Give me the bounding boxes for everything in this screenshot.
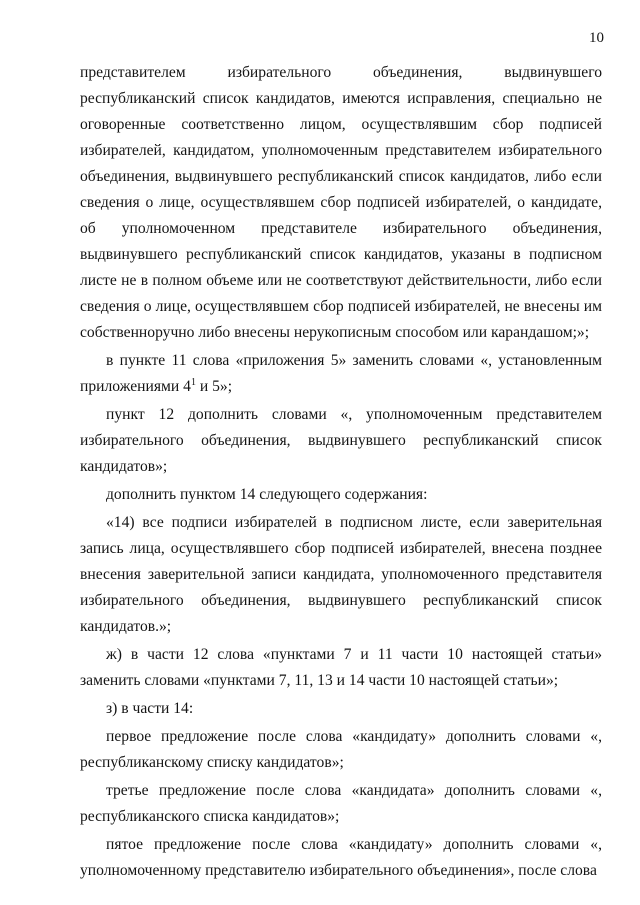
paragraph-item-11: [80, 348, 602, 400]
paragraph-item-11-text: в пункте 11 слова «приложения 5» заменить словами «, установленным приложениями 4: [80, 352, 602, 395]
paragraph-third-sentence: третье предложение после слова «кандидата» дополнить словами «, республиканского списка кандидатов»;: [80, 782, 602, 825]
document-body: [80, 60, 602, 884]
paragraph-continuation: представителем избирательного объединения, выдвинувшего республиканский список кандидатов, имеются исправления, специально не оговоренные соответственно лицом, осуществлявшим сбор подписей избирателей, кандидатом, уполномоченным представителем избирательного объединения, выдвинувшего республиканский список кандидатов, либо если сведения о лице, осуществлявшем сбор подписей избирателей, о кандидате, об уполномоченном представителе избирательного объединения, выдвинувшего республиканский список кандидатов, указаны в подписном листе не в полном объеме или не соответствуют действительности, либо если сведения о лице, осуществлявшем сбор подписей избирателей, не внесены им собственноручно либо внесены нерукописным способом или карандашом;»;: [80, 64, 602, 341]
paragraph-item-11-tail: и 5»;: [195, 378, 233, 395]
paragraph-item-14-text: «14) все подписи избирателей в подписном листе, если заверительная запись лица, осуществлявшего сбор подписей избирателей, внесена позднее внесения заверительной записи кандидата, уполномоченного представителя избирательного объединения, выдвинувшего республиканский список кандидатов.»;: [80, 514, 602, 635]
superscript: 1: [190, 376, 196, 388]
paragraph-item-12: пункт 12 дополнить словами «, уполномоченным представителем избирательного объединения, выдвинувшего республиканский список кандидатов»;: [80, 406, 602, 475]
paragraph-first-sentence: первое предложение после слова «кандидату» дополнить словами «, республиканскому списку кандидатов»;: [80, 728, 602, 771]
paragraph-fifth-sentence: пятое предложение после слова «кандидату» дополнить словами «, уполномоченному представителю избирательного объединения», после слова: [80, 836, 602, 879]
paragraph-part-12: ж) в части 12 слова «пунктами 7 и 11 части 10 настоящей статьи» заменить словами «пунктами 7, 11, 13 и 14 части 10 настоящей статьи»;: [80, 646, 602, 689]
paragraph-add-item-14: дополнить пунктом 14 следующего содержания:: [106, 486, 428, 503]
page-number: 10: [589, 30, 604, 46]
paragraph-part-14: з) в части 14:: [106, 700, 194, 717]
